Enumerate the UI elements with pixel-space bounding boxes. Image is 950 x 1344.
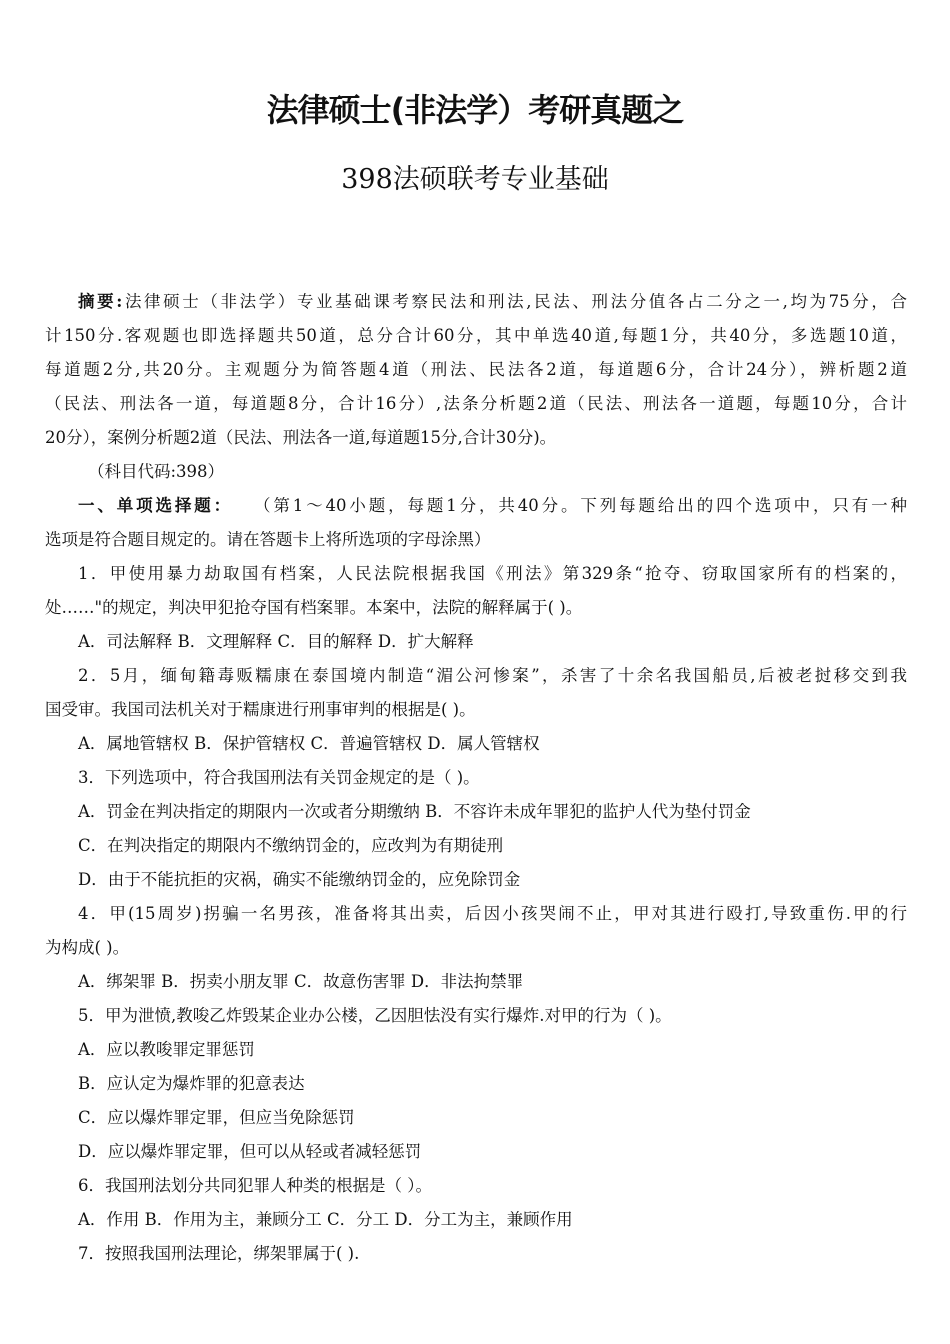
- question-stem: 处……"的规定，判决甲犯抢夺国有档案罪。本案中，法院的解释属于( )。: [45, 598, 583, 617]
- subject-code: （科目代码:398）: [88, 462, 225, 481]
- question-stem: 7．按照我国刑法理论，绑架罪属于( ).: [78, 1244, 360, 1263]
- question-stem: 为构成( )。: [45, 938, 130, 957]
- abstract-line: 每道题2分,共20分。主观题分为简答题4道（刑法、民法各2道，每道题6分，合计24分），辨析题2道: [45, 360, 907, 379]
- question-option: A．应以教唆罪定罪惩罚: [78, 1040, 255, 1059]
- document-title: 法律硕士(非法学）考研真题之: [266, 91, 684, 129]
- section-instruction: （第1～40小题，每题1分，共40分。下列每题给出的四个选项中，只有一种: [251, 496, 908, 515]
- abstract-line: 计150分.客观题也即选择题共50道，总分合计60分，其中单选40道,每题1分，共40分，多选题10道，: [45, 326, 907, 345]
- document-subtitle: 398法硕联考专业基础: [341, 164, 609, 195]
- question-option: D．应以爆炸罪定罪，但可以从轻或者减轻惩罚: [78, 1142, 422, 1161]
- question-stem: 3．下列选项中，符合我国刑法有关罚金规定的是（ )。: [78, 768, 480, 787]
- question-options: A．司法解释 B．文理解释 C．目的解释 D．扩大解释: [78, 632, 474, 651]
- abstract-line: （民法、刑法各一道，每道题8分，合计16分）,法条分析题2道（民法、刑法各一道题，每题10分，合计: [45, 394, 907, 413]
- abstract-line: 摘要:法律硕士（非法学）专业基础课考察民法和刑法,民法、刑法分值各占二分之一,均为75分，合: [78, 292, 907, 311]
- section-instruction-line: 选项是符合题目规定的。请在答题卡上将所选项的字母涂黑）: [45, 530, 491, 549]
- question-option: D．由于不能抗拒的灾祸，确实不能缴纳罚金的，应免除罚金: [78, 870, 521, 889]
- question-options: A．作用 B．作用为主，兼顾分工 C．分工 D．分工为主，兼顾作用: [78, 1210, 573, 1229]
- question-option: A．罚金在判决指定的期限内一次或者分期缴纳 B．不容许未成年罪犯的监护人代为垫付罚金: [78, 802, 751, 821]
- question-option: B．应认定为爆炸罪的犯意表达: [78, 1074, 305, 1093]
- question-stem: 国受审。我国司法机关对于糯康进行刑事审判的根据是( )。: [45, 700, 476, 719]
- document-body: [45, 285, 907, 1271]
- section-heading-line: [45, 489, 907, 523]
- question-stem: 5．甲为泄愤,教唆乙炸毁某企业办公楼，乙因胆怯没有实行爆炸.对甲的行为（ )。: [78, 1006, 672, 1025]
- question-option: C．应以爆炸罪定罪，但应当免除惩罚: [78, 1108, 355, 1127]
- question-stem: 2．5月，缅甸籍毒贩糯康在泰国境内制造“湄公河惨案”，杀害了十余名我国船员,后被老挝移交到我: [78, 666, 907, 685]
- question-options: A．属地管辖权 B．保护管辖权 C．普遍管辖权 D．属人管辖权: [78, 734, 540, 753]
- question-stem: 6．我国刑法划分共同犯罪人种类的根据是（ ）。: [78, 1176, 432, 1195]
- question-stem: 4．甲(15周岁)拐骗一名男孩，准备将其出卖，后因小孩哭闹不止，甲对其进行殴打,导致重伤.甲的行: [78, 904, 907, 923]
- question-options: A．绑架罪 B．拐卖小朋友罪 C．故意伤害罪 D．非法拘禁罪: [78, 972, 524, 991]
- question-stem: 1．甲使用暴力劫取国有档案，人民法院根据我国《刑法》第329条“抢夺、窃取国家所有的档案的，: [78, 564, 907, 583]
- abstract-label: 摘要:: [78, 292, 123, 311]
- section-heading: 一、单项选择题：: [78, 496, 234, 515]
- abstract-line: 20分），案例分析题2道（民法、刑法各一道,每道题15分,合计30分)。: [45, 428, 557, 447]
- question-option: C．在判决指定的期限内不缴纳罚金的，应改判为有期徒刑: [78, 836, 504, 855]
